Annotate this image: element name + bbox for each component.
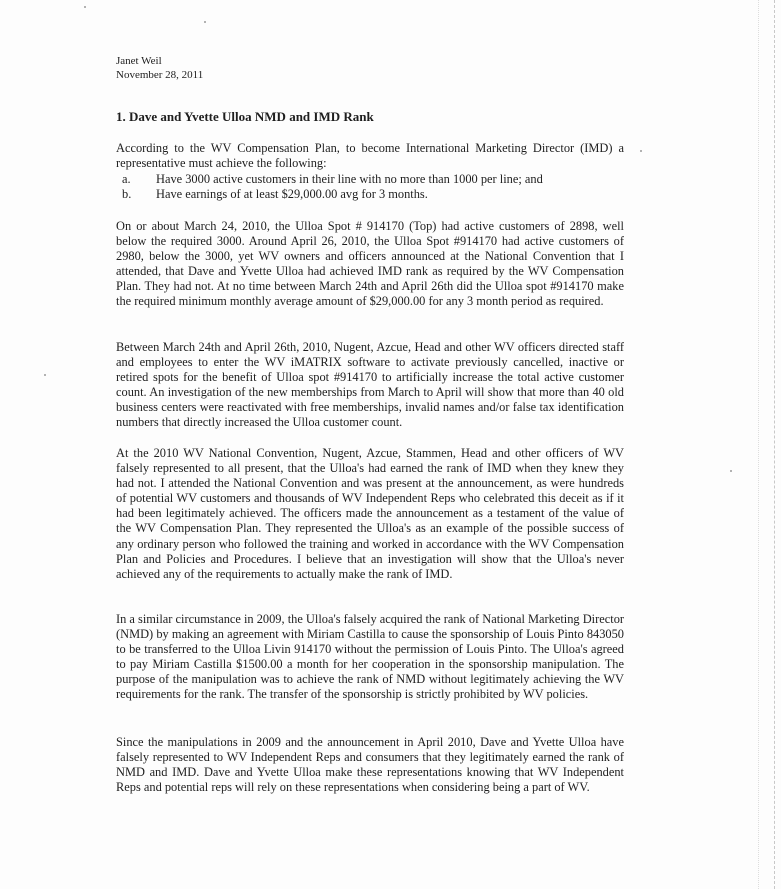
scan-speck — [44, 374, 46, 376]
list-item-text: Have earnings of at least $29,000.00 avg for 3 months. — [156, 187, 428, 202]
scan-speck — [640, 150, 642, 152]
scan-edge-line — [757, 0, 759, 889]
intro-paragraph: According to the WV Compensation Plan, to become International Marketing Director (IMD) a representative must achieve the following: — [116, 141, 624, 171]
list-marker: a. — [122, 172, 131, 186]
scan-speck — [730, 470, 732, 472]
scan-edge-line — [773, 0, 775, 889]
body-paragraph: At the 2010 WV National Convention, Nugent, Azcue, Stammen, Head and other officers of WV falsely represented to all present, that the Ulloa's had earned the rank of IMD when they knew they had not. I attended the National Convention and was present at the announcement, as were hundreds of potential WV customers and thousands of WV Independent Reps who celebrated this deceit as if it had been legitimately achieved. The officers made the announcement as a testament of the value of the WV Compensation Plan. They represented the Ulloa's as an example of the possible success of any ordinary person who followed the training and worked in accordance with the WV Compensation Plan and Policies and Procedures. I believe that an investigation will show that the Ulloa's never achieved any of the requirements to actually make the rank of IMD. — [116, 446, 624, 581]
list-marker: b. — [122, 187, 132, 202]
body-paragraph: In a similar circumstance in 2009, the Ulloa's falsely acquired the rank of National Marketing Director (NMD) by making an agreement with Miriam Castilla to cause the sponsorship of Louis Pinto 843050 to be transferred to the Ulloa Livin 914170 without the permission of Louis Pinto. The Ulloa's agreed to pay Miriam Castilla $1500.00 a month for her cooperation in the sponsorship manipulation. The purpose of the manipulation was to achieve the rank of NMD without legitimately achieving the WV requirements for the rank. The transfer of the sponsorship is strictly prohibited by WV policies. — [116, 612, 625, 702]
body-paragraph: Between March 24th and April 26th, 2010, Nugent, Azcue, Head and other WV officers directed staff and employees to enter the WV iMATRIX software to activate previously cancelled, inactive or retired spots for the benefit of Ulloa spot #914170 to artificially increase the total active customer count. An investigation of the new memberships from March to April will show that more than 40 old business centers were reactivated with free memberships, invalid names and/or false tax identification numbers that directly increased the Ulloa customer count. — [116, 340, 624, 430]
list-item — [122, 187, 622, 202]
list-item — [122, 172, 622, 187]
scan-speck — [204, 21, 206, 23]
document-header — [116, 54, 203, 82]
author-name: Janet Weil — [116, 55, 162, 67]
list-item-text: Have 3000 active customers in their line with no more than 1000 per line; and — [156, 172, 543, 186]
body-paragraph: On or about March 24, 2010, the Ulloa Spot # 914170 (Top) had active customers of 2898, well below the required 3000. Around April 26, 2010, the Ulloa Spot #914170 had active customers of 2980, below the 3000, yet WV owners and officers announced at the National Convention that I attended, that Dave and Yvette Ulloa had achieved IMD rank as required by the WV Compensation Plan. They had not. At no time between March 24th and April 26th did the Ulloa spot #914170 make the required minimum monthly average amount of $29,000.00 for any 3 month period as required. — [116, 219, 624, 309]
scan-speck — [84, 6, 86, 8]
requirements-list — [122, 172, 622, 202]
section-heading: 1. Dave and Yvette Ulloa NMD and IMD Rank — [116, 109, 374, 124]
body-paragraph: Since the manipulations in 2009 and the announcement in April 2010, Dave and Yvette Ulloa have falsely represented to WV Independent Reps and consumers that they legitimately earned the rank of NMD and IMD. Dave and Yvette Ulloa make these representations knowing that WV Independent Reps and potential reps will rely on these representations when considering being a part of WV. — [116, 735, 624, 795]
document-date: November 28, 2011 — [116, 69, 204, 81]
